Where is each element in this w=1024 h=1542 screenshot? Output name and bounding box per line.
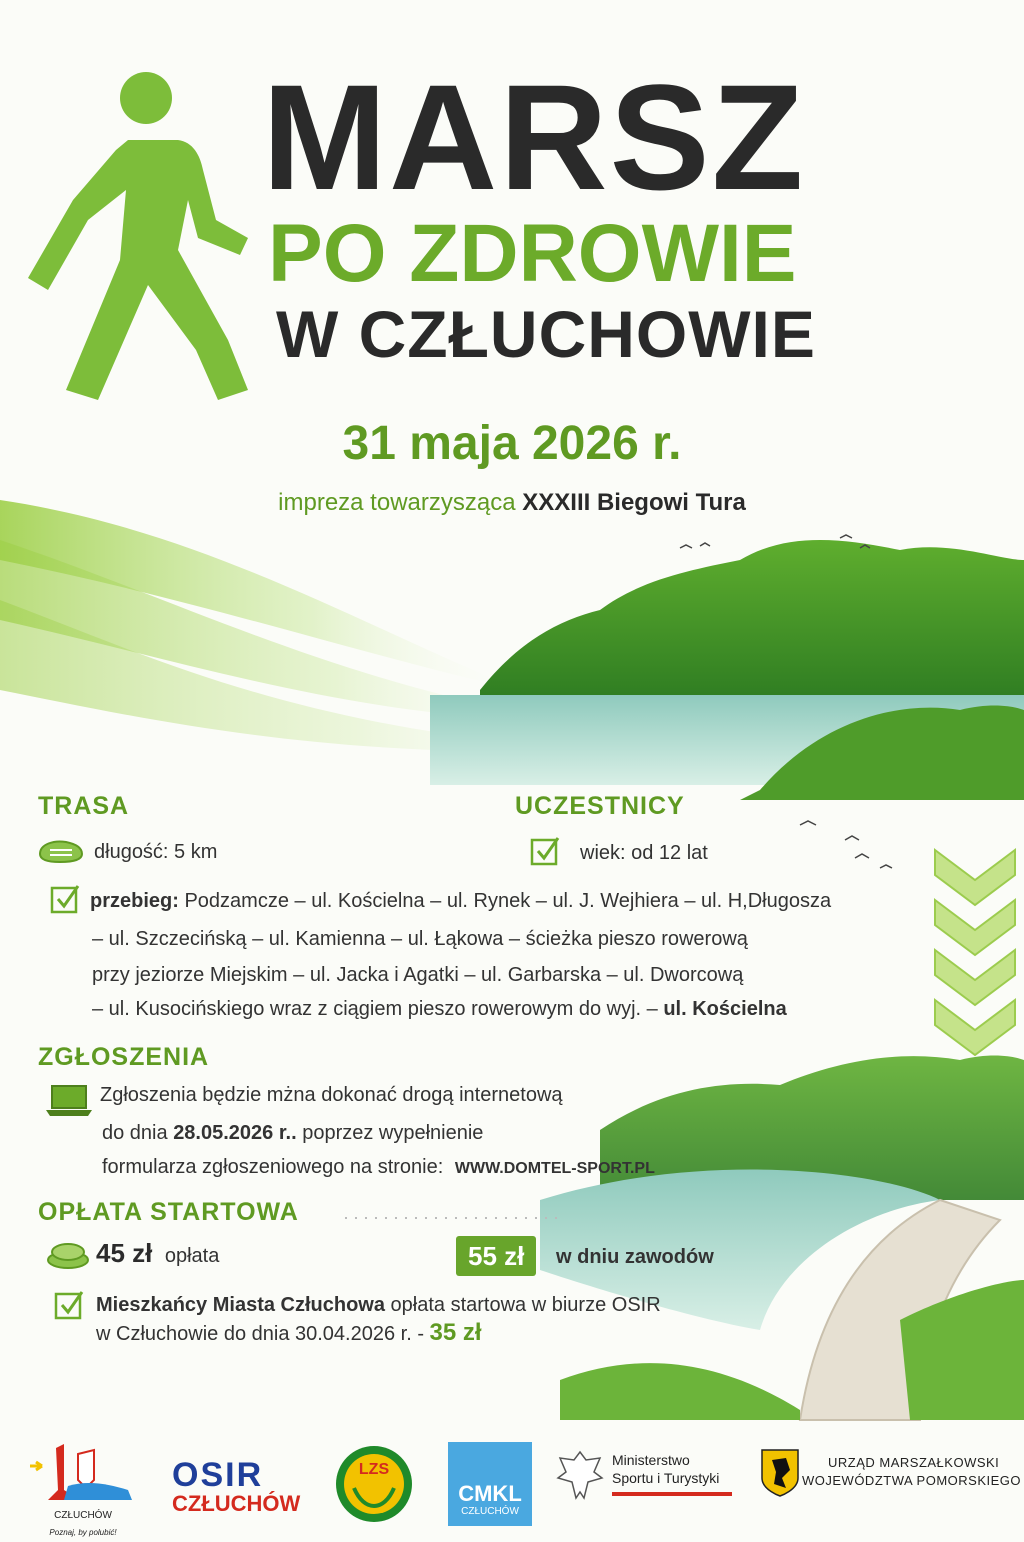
route-line4 <box>92 996 787 1022</box>
ministry-line2: Sportu i Turystyki <box>612 1470 720 1486</box>
registration-url[interactable]: WWW.DOMTEL-SPORT.PL <box>454 1160 655 1177</box>
residents-bold: Mieszkańcy Miasta Człuchowa <box>96 1294 385 1316</box>
title-marsz: MARSZ <box>262 53 806 221</box>
registration-deadline: 28.05.2026 r.. <box>173 1122 297 1144</box>
route-line2: – ul. Szczecińską – ul. Kamienna – ul. Łąkowa – ścieżka pieszo rowerową <box>92 928 748 950</box>
heading-oplata: OPŁATA STARTOWA <box>38 1198 299 1226</box>
czluchow-name: CZŁUCHÓW <box>54 1510 112 1521</box>
route-text-1: Podzamcze – ul. Kościelna – ul. Rynek – ul. J. Wejhiera – ul. H,Długosza <box>184 890 832 912</box>
registration-line2 <box>102 1120 483 1146</box>
route-line1 <box>90 888 831 914</box>
price-45-label: opłata <box>164 1245 220 1267</box>
route-text-4: – ul. Kusocińskiego wraz z ciągiem pieszo rowerowym do wyj. – <box>92 998 658 1020</box>
heading-trasa: TRASA <box>38 792 130 820</box>
logo-urzad <box>754 1448 1022 1532</box>
participant-age: wiek: od 12 lat <box>580 842 708 864</box>
price-55-badge: 55 zł <box>456 1236 536 1276</box>
residents-text: opłata startowa w biurze OSIR <box>390 1294 661 1316</box>
residents-deadline: w Człuchowie do dnia 30.04.2026 r. - <box>96 1323 424 1345</box>
osir-text: OSIR <box>172 1456 264 1494</box>
tagline-green: impreza towarzysząca <box>278 489 516 516</box>
route-label: przebieg: <box>90 890 179 912</box>
griffin-shield-icon <box>760 1448 800 1498</box>
residents-line1 <box>96 1292 661 1318</box>
residents-line2 <box>96 1320 482 1347</box>
route-length: długość: 5 km <box>94 841 218 863</box>
checkbox-icon <box>50 884 80 914</box>
checkbox-icon <box>530 836 560 866</box>
route-line3: przy jeziorze Miejskim – ul. Jacka i Agatki – ul. Garbarska – ul. Dworcową <box>92 964 744 986</box>
czluchow-emblem-icon <box>28 1440 138 1502</box>
registration-form-text: formularza zgłoszeniowego na stronie: <box>102 1156 444 1178</box>
shoe-icon <box>36 836 86 866</box>
title-w-czluchowie: W CZŁUCHOWIE <box>276 297 816 371</box>
registration-line3 <box>102 1154 655 1182</box>
lzs-text: LZS <box>358 1461 390 1478</box>
eagle-icon <box>556 1448 604 1504</box>
coins-icon <box>44 1240 92 1270</box>
price-55-label: w dniu zawodów <box>556 1246 714 1268</box>
tagline-bold: XXXIII Biegowi Tura <box>522 489 746 516</box>
title-po-zdrowie: PO ZDROWIE <box>268 208 797 299</box>
registration-line1: Zgłoszenia będzie mżna dokonać drogą internetową <box>100 1084 563 1106</box>
logo-ministry <box>556 1448 746 1532</box>
logo-cmkl <box>448 1442 532 1526</box>
tagline <box>0 488 1024 518</box>
registration-pre: do dnia <box>102 1122 168 1144</box>
heading-uczestnicy: UCZESTNICY <box>515 792 685 820</box>
lzs-logo-icon <box>334 1442 414 1526</box>
osir-city: CZŁUCHÓW <box>172 1491 301 1516</box>
route-end: ul. Kościelna <box>663 998 787 1020</box>
price-standard <box>96 1238 219 1269</box>
checkbox-icon <box>54 1290 84 1320</box>
cmkl-text: CMKL <box>458 1481 522 1506</box>
heading-zgloszenia: ZGŁOSZENIA <box>38 1043 210 1071</box>
chevrons-decoration <box>935 850 1015 1055</box>
cmkl-city: CZŁUCHÓW <box>461 1506 519 1517</box>
walking-person-icon <box>28 70 248 400</box>
registration-post: poprzez wypełnienie <box>302 1122 484 1144</box>
ministry-flag-stripe <box>612 1492 732 1496</box>
event-date: 31 maja 2026 r. <box>342 417 682 470</box>
laptop-icon <box>46 1084 92 1118</box>
logo-osir <box>172 1458 302 1542</box>
logo-czluchow <box>28 1440 138 1537</box>
ministry-line1: Ministerstwo <box>612 1452 690 1468</box>
urzad-line2: WOJEWÓDZTWA POMORSKIEGO <box>802 1473 1022 1488</box>
upper-trees <box>480 540 1024 700</box>
urzad-line1: URZĄD MARSZAŁKOWSKI <box>828 1455 1000 1470</box>
price-45: 45 zł <box>96 1238 153 1268</box>
czluchow-motto: Poznaj, by polubić! <box>49 1528 117 1537</box>
residents-price: 35 zł <box>429 1319 482 1346</box>
